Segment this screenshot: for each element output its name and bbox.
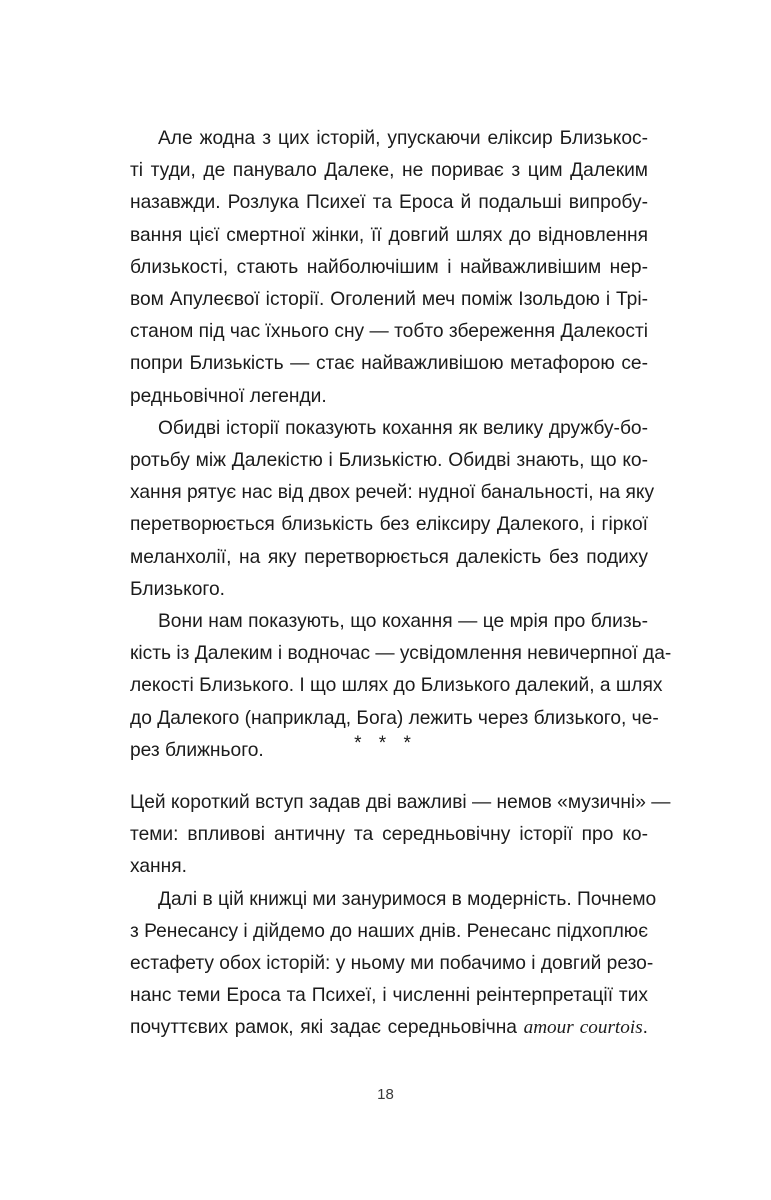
text-line: Обидві історії показують кохання як велику дружбу-бо- xyxy=(158,417,648,439)
text-line: рез ближнього. xyxy=(130,739,264,761)
text-line: перетворюється близькість без еліксиру Далекого, і гіркої xyxy=(130,514,648,536)
text-line: естафету обох історій: у ньому ми побачимо і довгий резо- xyxy=(130,953,654,975)
text-line: хання рятує нас від двох речей: нудної банальності, на яку xyxy=(130,482,655,504)
text-line: близькості, стають найболючішим і найважливішим нер- xyxy=(130,256,648,278)
text-line: вом Апулеєвої історії. Оголений меч поміж Ізольдою і Трі- xyxy=(130,289,648,311)
text-line: кість із Далеким і водночас — усвідомлення невичерпної да- xyxy=(130,643,672,665)
text-line: до Далекого (наприклад, Бога) лежить через близького, че- xyxy=(130,707,659,729)
text-section-1 xyxy=(130,123,672,767)
text-line xyxy=(130,1012,648,1044)
italic-term: amour courtois xyxy=(523,1017,643,1039)
text-line: Але жодна з цих історій, упускаючи еліксир Близькос- xyxy=(158,128,648,149)
text-line: назавжди. Розлука Психеї та Ероса й подальші випробу- xyxy=(130,192,648,214)
section-separator: * * * xyxy=(354,733,417,754)
text-line: меланхолії, на яку перетворюється далекість без подиху xyxy=(130,546,648,568)
text-line: хання. xyxy=(130,856,187,878)
text-line: вання цієї смертної жінки, її довгий шлях до відновлення xyxy=(130,224,648,246)
text-line-segment: почуттєвих рамок, які задає середньовічна xyxy=(130,1017,524,1039)
text-section-2 xyxy=(130,787,671,1045)
text-line: редньовічної легенди. xyxy=(130,385,327,407)
text-line: Далі в цій книжці ми зануримося в модерність. Почнемо xyxy=(158,888,657,910)
text-line-segment: . xyxy=(642,1017,649,1039)
text-line: нанс теми Ероса та Психеї, і численні реінтерпретації тих xyxy=(130,985,648,1007)
text-line: Вони нам показують, що кохання — це мрія про близь- xyxy=(158,611,648,633)
text-line: Близького. xyxy=(130,578,225,600)
text-line: попри Близькість — стає найважливішою метафорою се- xyxy=(130,353,648,375)
text-line: теми: впливові античну та середньовічну історії про ко- xyxy=(130,824,648,846)
text-line: ті туди, де панувало Далеке, не пориває з цим Далеким xyxy=(130,160,648,182)
text-line: станом під час їхнього сну — тобто збереження Далекості xyxy=(130,321,648,343)
text-line: ротьбу між Далекістю і Близькістю. Обидві знають, що ко- xyxy=(130,450,648,472)
text-line: лекості Близького. І що шлях до Близького далекий, а шлях xyxy=(130,675,663,697)
page-number: 18 xyxy=(377,1086,394,1103)
text-line: Цей короткий вступ задав дві важливі — немов «музичні» — xyxy=(130,792,671,813)
text-line: з Ренесансу і дійдемо до наших днів. Ренесанс підхоплює xyxy=(130,920,648,942)
